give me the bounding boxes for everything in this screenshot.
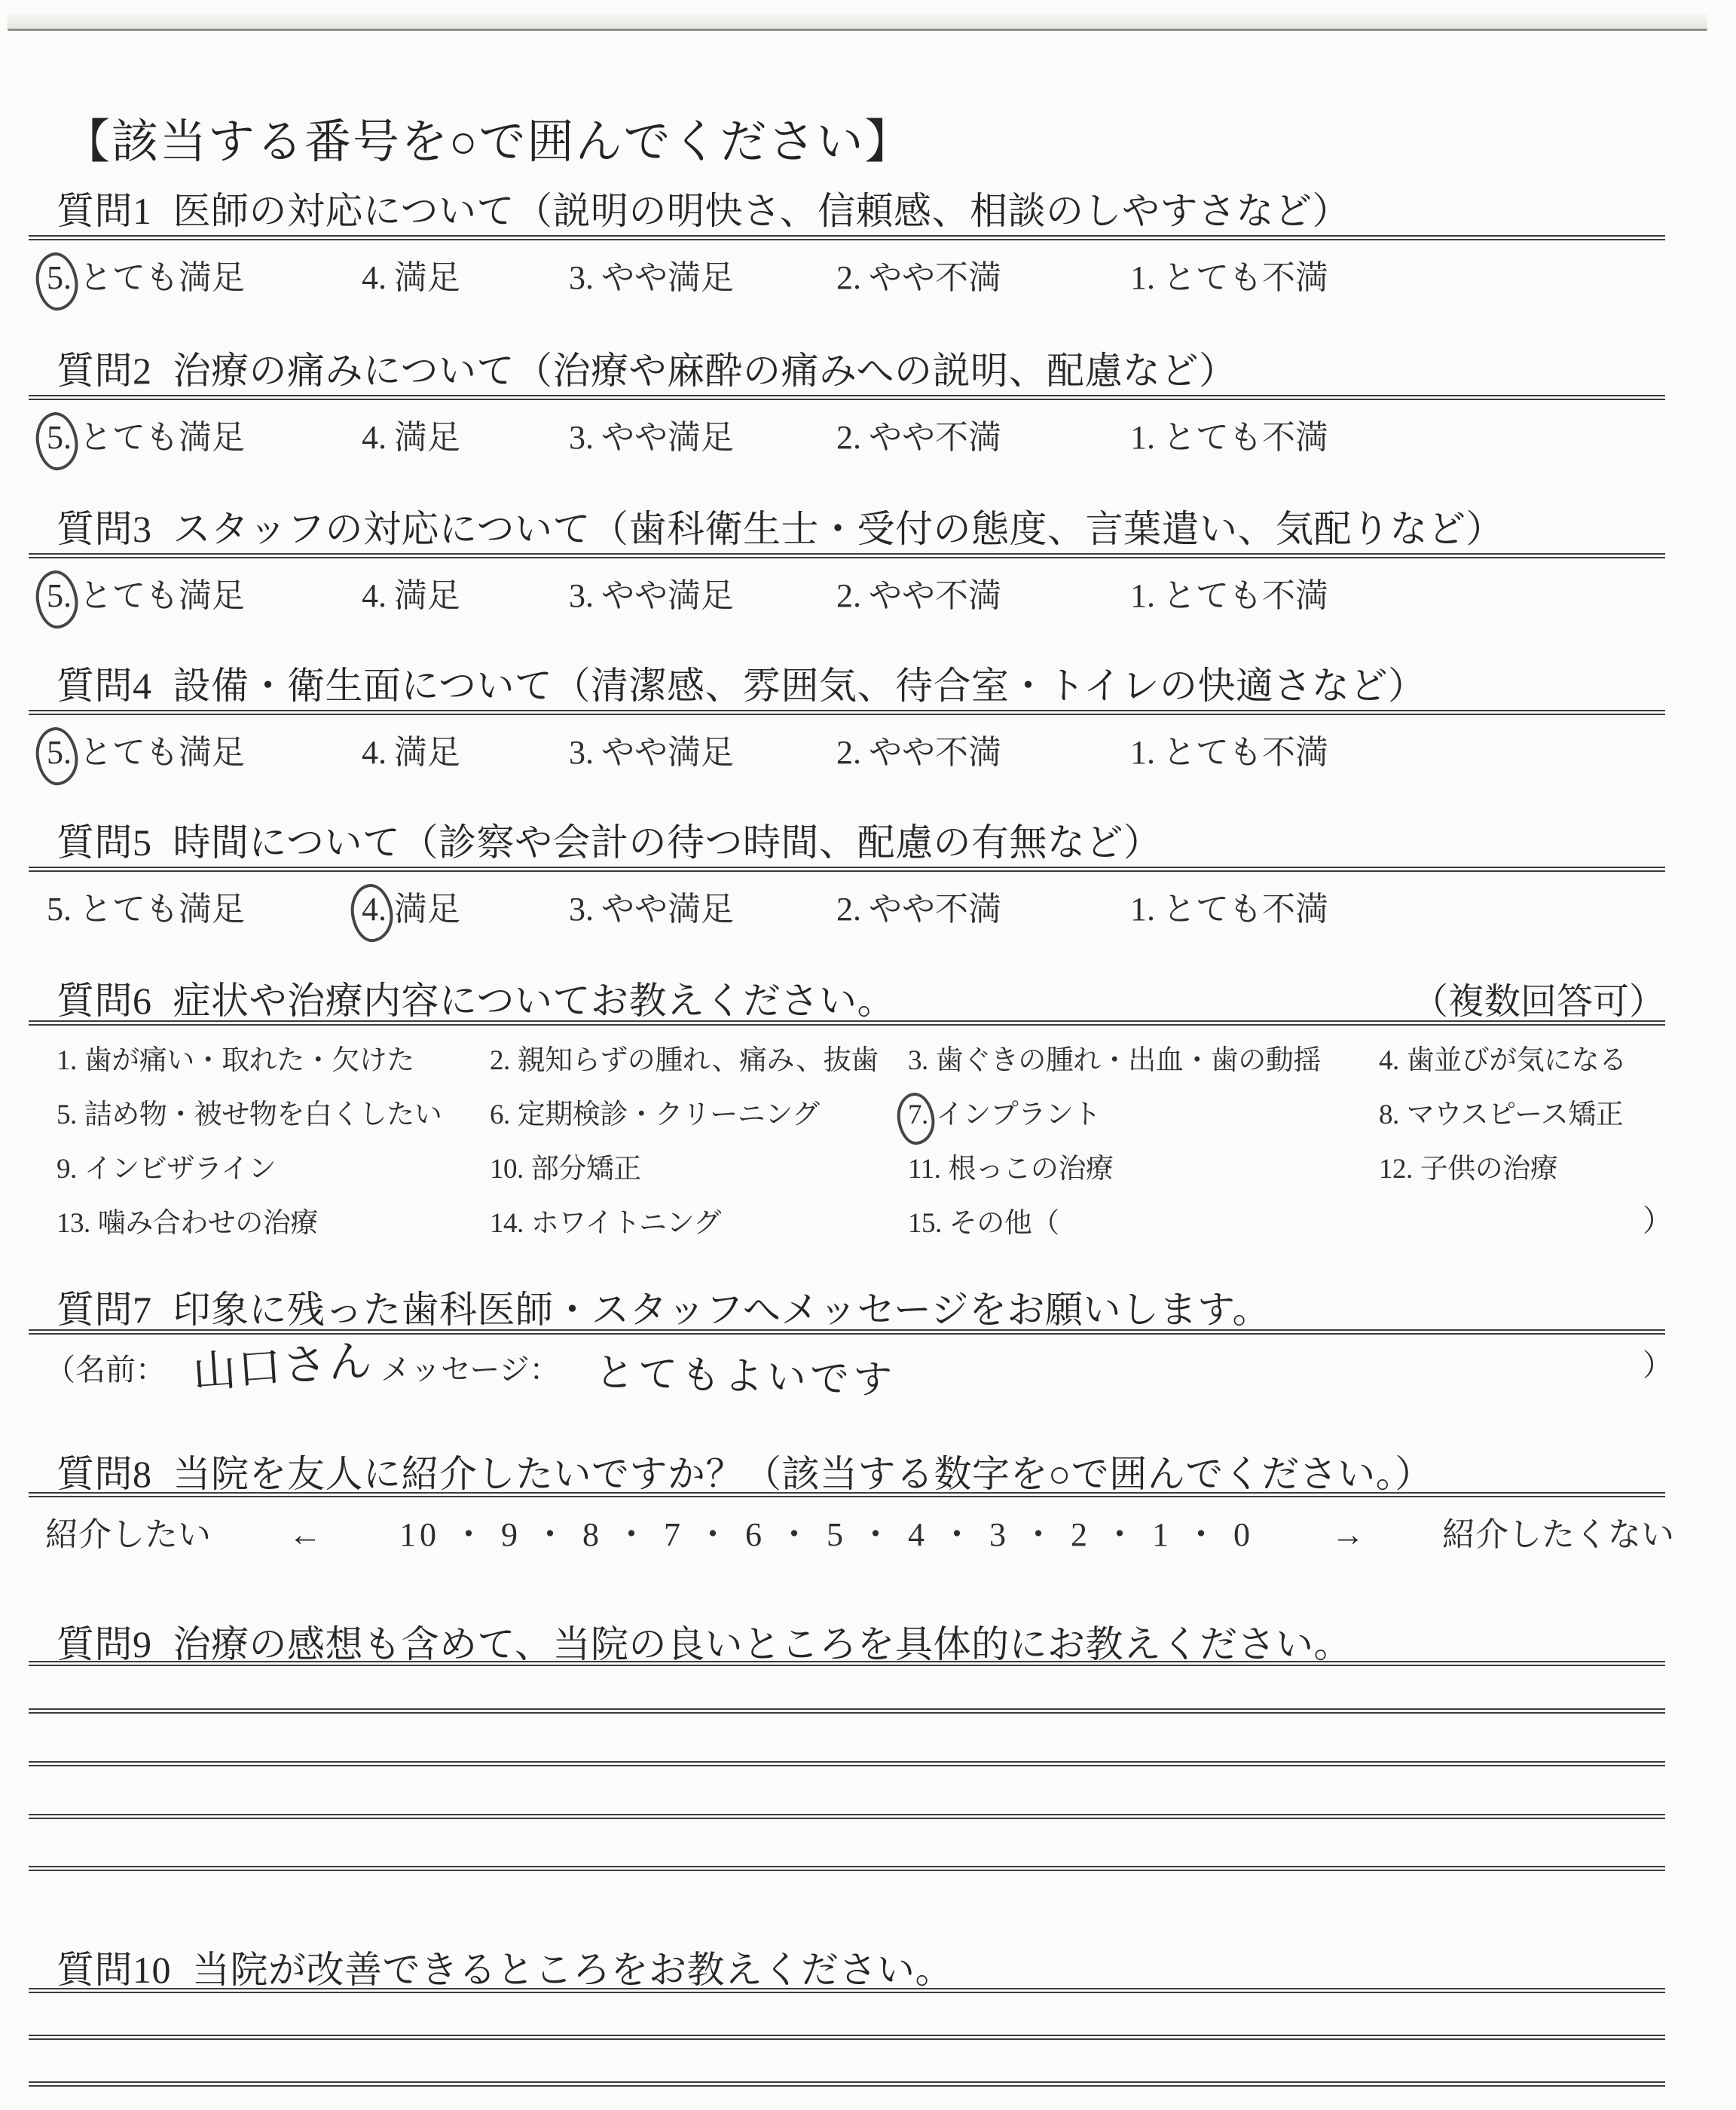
symptom-option-14: 14. ホワイトニング <box>490 1208 721 1239</box>
option-1: 1. とても不満 <box>1130 734 1328 771</box>
question-text: 治療の感想も含めて、当院の良いところを具体的にお教えください。 <box>173 1623 1352 1665</box>
question-text: スタッフの対応について（歯科衛生士・受付の態度、言葉遣い、気配りなど） <box>173 508 1504 550</box>
option-3: 3. やや満足 <box>569 259 734 296</box>
question-number: 質問5 <box>57 821 152 864</box>
option-3: 3. やや満足 <box>569 891 734 928</box>
question-number: 質問6 <box>57 980 152 1022</box>
symptom-option-15: 15. その他（ <box>908 1208 1059 1239</box>
option-5: 5. とても満足 <box>47 419 245 456</box>
question-8-title <box>57 1444 1433 1498</box>
symptom-option-7: 7. インプラント <box>908 1099 1101 1130</box>
question-5-title <box>57 812 1162 867</box>
question-text: 設備・衛生面について（清潔感、雰囲気、待合室・トイレの快適さなど） <box>173 665 1426 707</box>
answer-line <box>29 1866 1665 1871</box>
option-4: 4. 満足 <box>362 419 460 456</box>
right-arrow-icon: → <box>1331 1516 1365 1553</box>
symptom-option-4: 4. 歯並びが気になる <box>1379 1045 1627 1076</box>
symptom-option-13: 13. 噛み合わせの治療 <box>57 1208 318 1239</box>
question-3-options <box>47 568 1712 615</box>
option-4: 4. 満足 <box>362 891 460 928</box>
answer-line <box>29 2081 1665 2087</box>
question-number: 質問7 <box>57 1289 152 1331</box>
option-2: 2. やや不満 <box>836 419 1001 456</box>
option-5: 5. とても満足 <box>47 891 245 928</box>
symptom-option-1: 1. 歯が痛い・取れた・欠けた <box>57 1045 414 1076</box>
symptom-option-2: 2. 親知らずの腫れ、痛み、抜歯 <box>490 1045 879 1076</box>
scale-numbers: 10 ・ 9 ・ 8 ・ 7 ・ 6 ・ 5 ・ 4 ・ 3 ・ 2 ・ 1 ・ 0 <box>399 1516 1254 1553</box>
question-7-title <box>57 1280 1270 1334</box>
page-title: 【該当する番号を○で囲んでください】 <box>63 116 913 168</box>
question-1-options <box>47 250 1712 297</box>
divider <box>29 1661 1665 1666</box>
option-1: 1. とても不満 <box>1130 891 1328 928</box>
question-4-title <box>57 656 1426 710</box>
question-text: 医師の対応について（説明の明快さ、信頼感、相談のしやすさなど） <box>173 190 1350 232</box>
question-number: 質問4 <box>57 665 152 707</box>
option-5: 5. とても満足 <box>47 734 245 771</box>
question-text: 時間について（診察や会計の待つ時間、配慮の有無など） <box>173 821 1162 864</box>
divider <box>29 1492 1665 1497</box>
question-text: 治療の痛みについて（治療や麻酔の痛みへの説明、配慮など） <box>173 350 1237 392</box>
answer-line <box>29 1708 1665 1714</box>
option-4: 4. 満足 <box>362 734 460 771</box>
symptom-option-9: 9. インビザライン <box>57 1154 277 1185</box>
divider <box>29 1988 1665 1993</box>
option-1: 1. とても不満 <box>1130 577 1328 614</box>
question-number: 質問9 <box>57 1623 152 1665</box>
option-2: 2. やや不満 <box>836 577 1001 614</box>
symptom-option-3: 3. 歯ぐきの腫れ・出血・歯の動揺 <box>908 1045 1321 1076</box>
divider <box>29 553 1665 558</box>
option-2: 2. やや不満 <box>836 259 1001 296</box>
option-2: 2. やや不満 <box>836 734 1001 771</box>
handwritten-message: とてもよいです <box>594 1351 897 1403</box>
symptom-option-10: 10. 部分矯正 <box>490 1154 641 1185</box>
symptom-option-12: 12. 子供の治療 <box>1379 1154 1558 1185</box>
answer-line <box>29 1761 1665 1766</box>
option-4: 4. 満足 <box>362 577 460 614</box>
question-1-title <box>57 181 1350 235</box>
question-10-title <box>57 1940 953 1994</box>
question-3-title <box>57 499 1504 553</box>
divider <box>29 235 1665 240</box>
divider <box>29 867 1665 872</box>
symptom-option-8: 8. マウスピース矯正 <box>1379 1099 1624 1130</box>
handwritten-name: 山口さん <box>191 1335 375 1398</box>
symptom-option-5: 5. 詰め物・被せ物を白くしたい <box>57 1099 442 1130</box>
divider <box>29 395 1665 400</box>
left-arrow-icon: ← <box>289 1516 322 1553</box>
question-4-options <box>47 725 1712 772</box>
answer-close-paren: ） <box>1643 1348 1673 1382</box>
answer-line <box>29 1814 1665 1819</box>
multiple-answers-note: （複数回答可） <box>1411 982 1665 1022</box>
question-2-options <box>47 410 1712 457</box>
divider <box>29 710 1665 715</box>
question-number: 質問10 <box>57 1949 171 1991</box>
option-4: 4. 満足 <box>362 259 460 296</box>
scale-right-label: 紹介したくない <box>1442 1516 1674 1553</box>
other-close-paren: ） <box>1643 1203 1673 1237</box>
answer-line <box>29 2035 1665 2040</box>
question-number: 質問8 <box>57 1453 152 1495</box>
question-text: 症状や治療内容についてお教えください。 <box>173 980 895 1022</box>
message-field-label: メッセージ： <box>381 1353 560 1387</box>
option-1: 1. とても不満 <box>1130 419 1328 456</box>
recommend-scale <box>45 1507 1674 1555</box>
question-2-title <box>57 341 1237 395</box>
option-1: 1. とても不満 <box>1130 259 1328 296</box>
name-field-label: （名前： <box>45 1353 166 1387</box>
scan-top-edge-artifact <box>8 14 1707 31</box>
question-6-title <box>57 971 895 1025</box>
question-text: 印象に残った歯科医師・スタッフへメッセージをお願いします。 <box>173 1289 1270 1331</box>
symptom-option-11: 11. 根っこの治療 <box>908 1154 1114 1185</box>
question-number: 質問3 <box>57 508 152 550</box>
option-3: 3. やや満足 <box>569 419 734 456</box>
symptom-option-6: 6. 定期検診・クリーニング <box>490 1099 820 1130</box>
question-text: 当院が改善できるところをお教えください。 <box>192 1949 953 1991</box>
option-3: 3. やや満足 <box>569 577 734 614</box>
option-5: 5. とても満足 <box>47 259 245 296</box>
question-number: 質問1 <box>57 190 152 232</box>
option-5: 5. とても満足 <box>47 577 245 614</box>
question-number: 質問2 <box>57 350 152 392</box>
question-text: 当院を友人に紹介したいですか？（該当する数字を○で囲んでください。） <box>173 1453 1433 1495</box>
scale-left-label: 紹介したい <box>45 1516 211 1553</box>
option-2: 2. やや不満 <box>836 891 1001 928</box>
option-3: 3. やや満足 <box>569 734 734 771</box>
question-5-options <box>47 882 1712 928</box>
divider <box>29 1020 1665 1026</box>
